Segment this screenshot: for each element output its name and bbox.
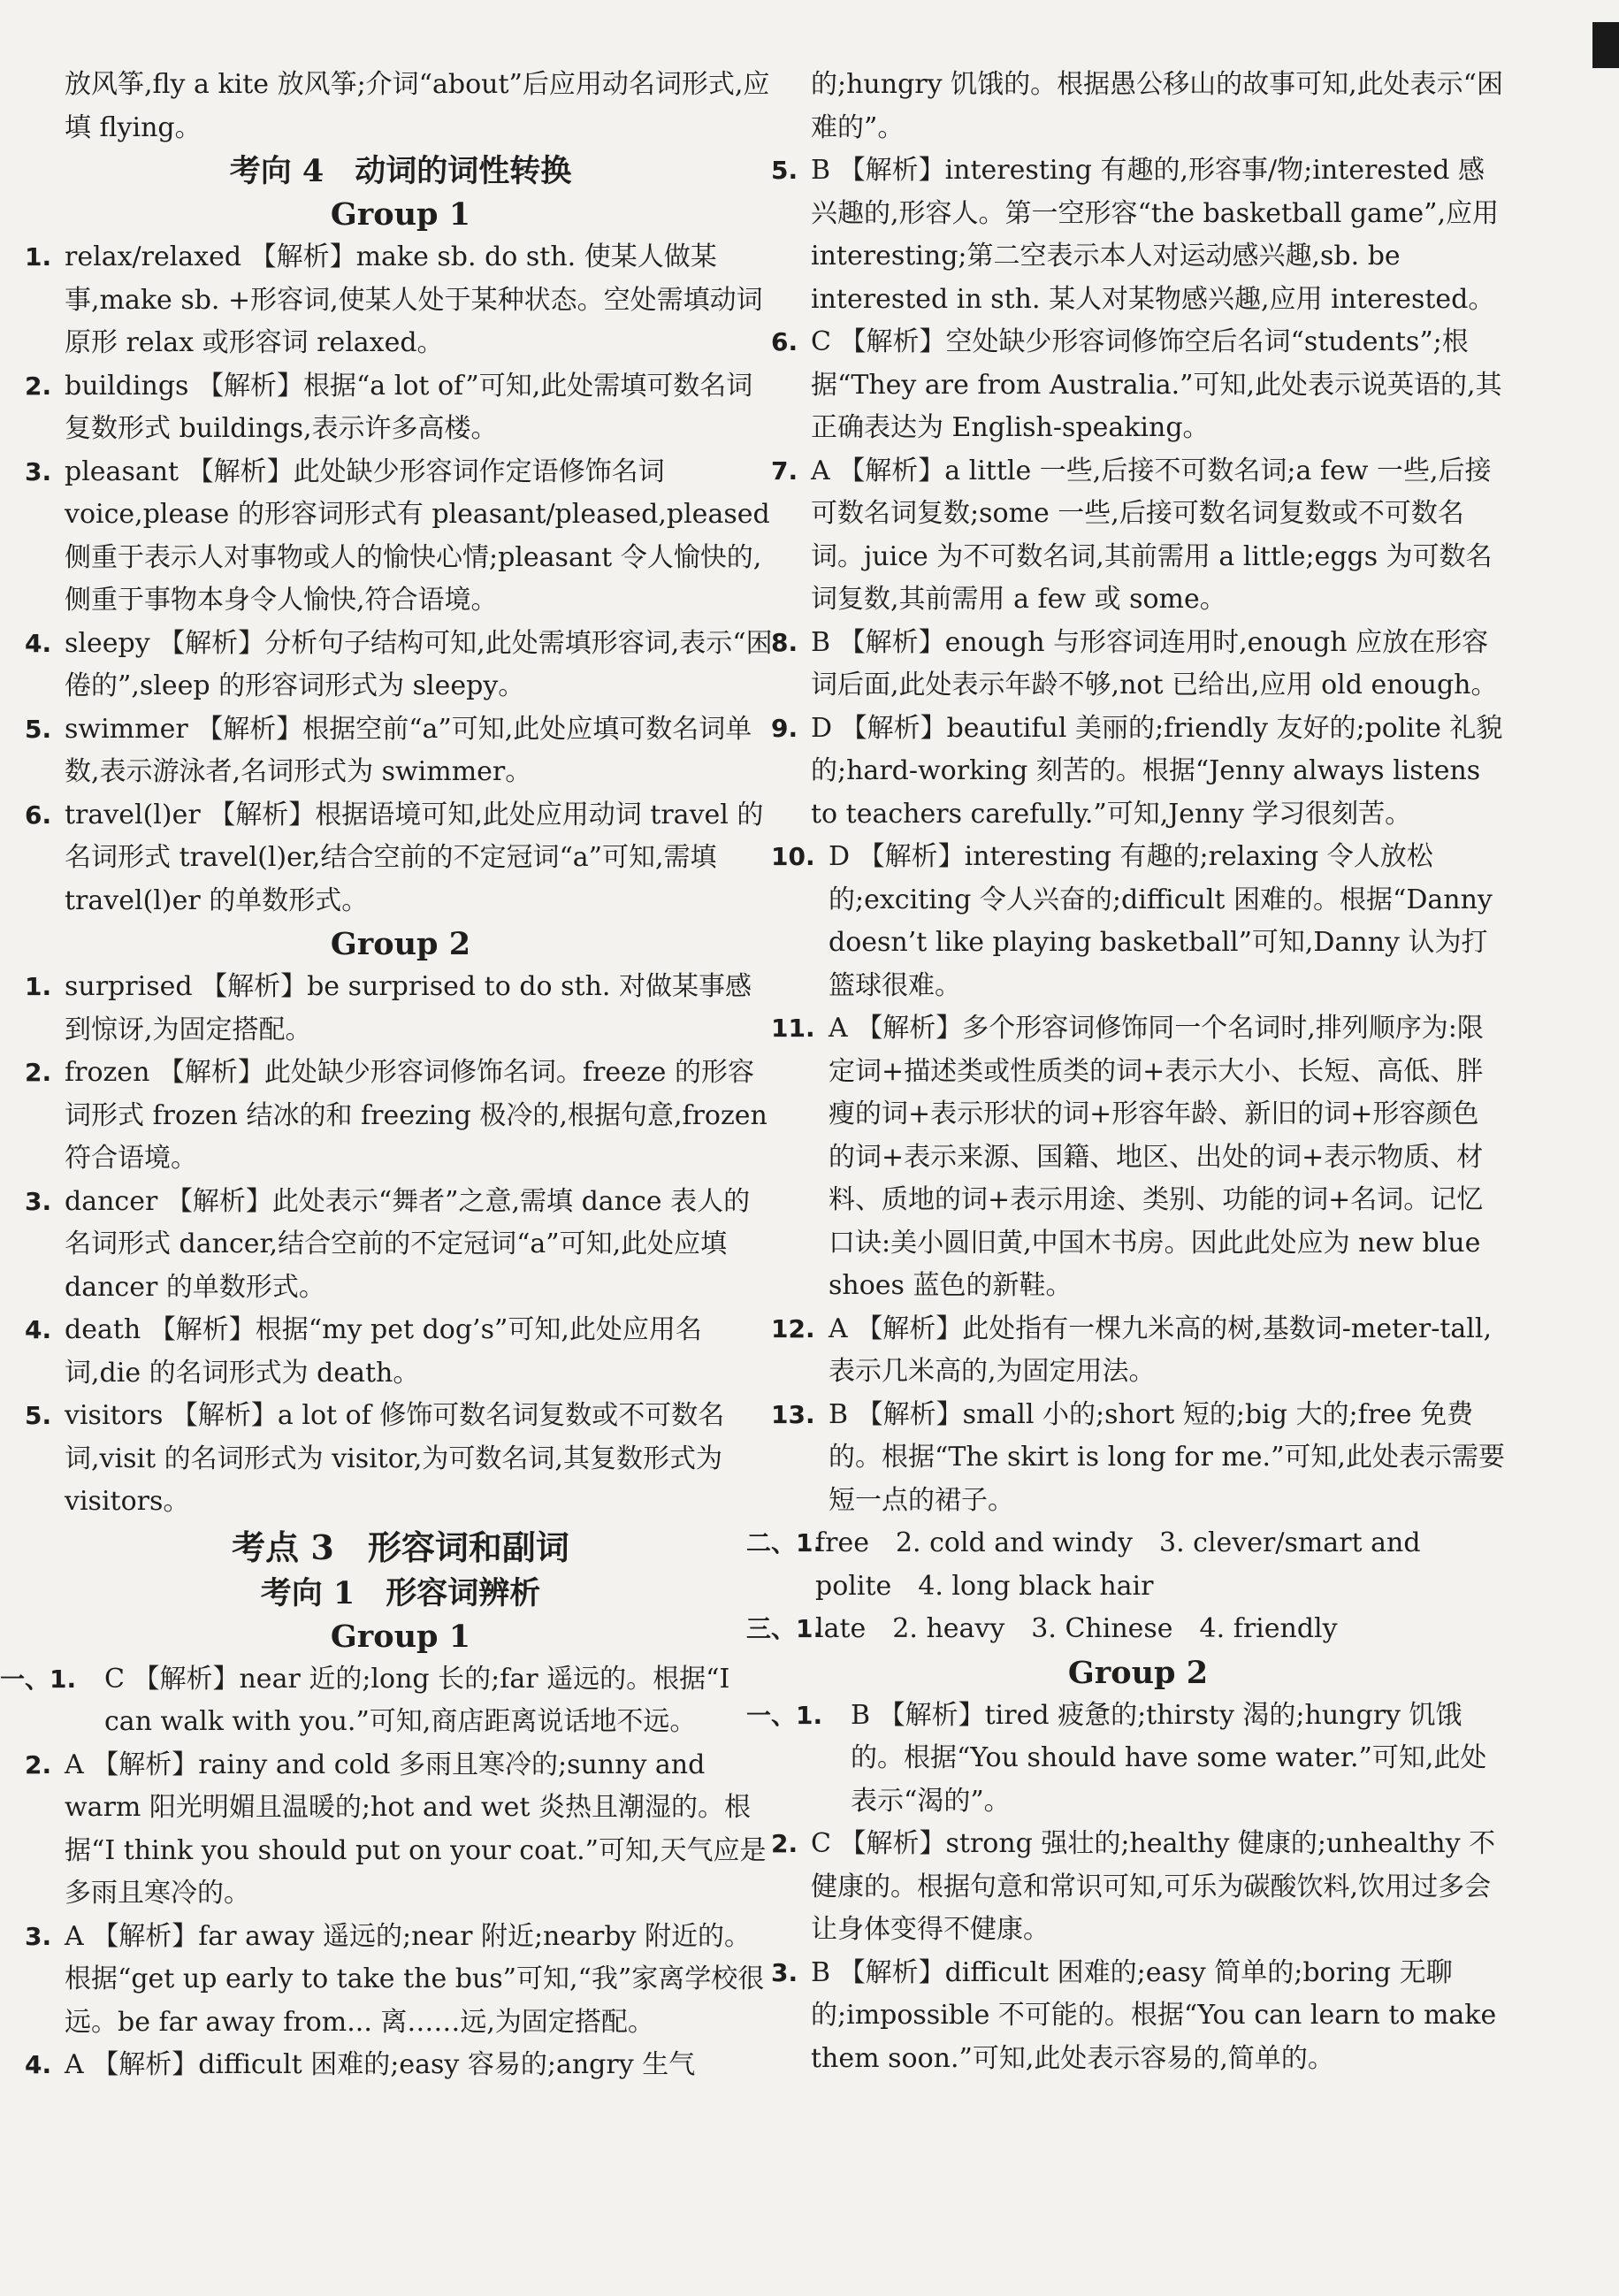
answer-item: 11. A 【解析】多个形容词修饰同一个名词时,排列顺序为:限定词+描述类或性质类的词+表示大小、长短、高低、胖瘦的词+表示形状的词+形容年龄、新旧的词+形容颜色的词+表示来源、国籍、地区、出处的词+表示物质、材料、质地的词+表示用途、类别、功能的词+名词。记忆口诀:美小圆旧黄,中国木书房。因此此处应为 new blue shoes 蓝色的新鞋。 bbox=[771, 1013, 1484, 1301]
answer-item: 6. travel(l)er 【解析】根据语境可知,此处应用动词 travel 的名词形式 travel(l)er,结合空前的不定冠词“a”可知,需填 travel(l)er 的单数形式。 bbox=[25, 799, 764, 916]
answer-item: 3. B 【解析】difficult 困难的;easy 简单的;boring 无聊的;impossible 不可能的。根据“You can learn to make them soon.”可知,此处表示容易的,简单的。 bbox=[771, 1956, 1497, 2074]
answer-item: 8. B 【解析】enough 与形容词连用时,enough 应放在形容词后面,此处表示年龄不够,not 已给出,应用 old enough。 bbox=[771, 626, 1498, 700]
answer-item: 7. A 【解析】a little 一些,后接不可数名词;a few 一些,后接可数名词复数;some 一些,后接可数名词复数或不可数名词。juice 为不可数名词,其前需用 a little;eggs 为可数名词复数,其前需用 a few 或 some。 bbox=[771, 455, 1493, 615]
direction-4-heading: 考向 4 动词的词性转换 bbox=[229, 153, 572, 189]
answer-item: 5. swimmer 【解析】根据空前“a”可知,此处应填可数名词单数,表示游泳者,名词形式为 swimmer。 bbox=[25, 713, 752, 787]
answer-item: 2. A 【解析】rainy and cold 多雨且寒冷的;sunny and warm 阳光明媚且温暖的;hot and wet 炎热且潮湿的。根据“I think you should put on your coat.”可知,天气应是多雨且寒冷的。 bbox=[25, 1749, 767, 1909]
answer-item: 9. D 【解析】beautiful 美丽的;friendly 友好的;polite 礼貌的;hard-working 刻苦的。根据“Jenny always listens to teachers carefully.”可知,Jenny 学习很刻苦。 bbox=[771, 712, 1503, 830]
answer-item: 3. pleasant 【解析】此处缺少形容词作定语修饰名词 voice,please 的形容词形式有 pleasant/pleased,pleased 侧重于表示人对事物或人的愉快心情;pleasant 令人愉快的,侧重于事物本身令人愉快,符合语境。 bbox=[25, 455, 770, 616]
answer-item: 1. surprised 【解析】be surprised to do sth. 对做某事感到惊讶,为固定搭配。 bbox=[25, 971, 752, 1045]
group-1-heading: Group 1 bbox=[330, 196, 471, 233]
group-2-heading: Group 2 bbox=[330, 926, 471, 962]
answer-item: 12. A 【解析】此处指有一棵九米高的树,基数词-meter-tall,表示几米高的,为固定用法。 bbox=[771, 1313, 1493, 1387]
right-column bbox=[746, 64, 1505, 2080]
intro-paragraph: 放风筝,fly a kite 放风筝;介词“about”后应用动名词形式,应填 flying。 bbox=[65, 69, 770, 143]
answer-item: 1. relax/relaxed 【解析】make sb. do sth. 使某人做某事,make sb. +形容词,使某人处于某种状态。空处需填动词原形 relax 或形容词 relaxed。 bbox=[25, 241, 763, 358]
answer-item: 3. A 【解析】far away 遥远的;near 附近;nearby 附近的。根据“get up early to take the bus”可知,“我”家离学校很远。be far away from... 离……远,为固定搭配。 bbox=[25, 1920, 765, 2038]
answer-item: 5. visitors 【解析】a lot of 修饰可数名词复数或不可数名词,visit 的名词形式为 visitor,为可数名词,其复数形式为 visitors。 bbox=[25, 1400, 725, 1517]
answer-item: 10. D 【解析】interesting 有趣的;relaxing 令人放松的;exciting 令人兴奋的;difficult 困难的。根据“Danny doesn’t like playing basketball”可知,Danny 认为打篮球很难。 bbox=[771, 841, 1493, 1001]
group-2b-heading: Group 2 bbox=[1067, 1654, 1209, 1691]
page-edge-marker bbox=[1592, 22, 1619, 68]
answer-item: 2. C 【解析】strong 强壮的;healthy 健康的;unhealthy 不健康的。根据句意和常识可知,可乐为碳酸饮料,饮用过多会让身体变得不健康。 bbox=[771, 1828, 1496, 1945]
answer-item: 5. B 【解析】interesting 有趣的,形容事/物;interested 感兴趣的,形容人。第一空形容“the basketball game”,应用 interesting;第二空表示本人对运动感兴趣,sb. be interested in sth. 某人对某物感兴趣,应用 interested。 bbox=[771, 155, 1499, 315]
answer-item: 4. sleepy 【解析】分析句子结构可知,此处需填形容词,表示“困倦的”,sleep 的形容词形式为 sleepy。 bbox=[25, 627, 773, 701]
answer-item: 2. buildings 【解析】根据“a lot of”可知,此处需填可数名词复数形式 buildings,表示许多高楼。 bbox=[25, 370, 753, 444]
left-column bbox=[0, 64, 776, 2087]
answer-item: 4. death 【解析】根据“my pet dog’s”可知,此处应用名词,die 的名词形式为 death。 bbox=[25, 1314, 702, 1389]
answer-item: 2. frozen 【解析】此处缺少形容词修饰名词。freeze 的形容词形式 frozen 结冰的和 freezing 极冷的,根据句意,frozen 符合语境。 bbox=[25, 1057, 767, 1174]
section-er-answers: 二、1. free 2. cold and windy 3. clever/smart and polite 4. long black hair bbox=[746, 1527, 1421, 1602]
direction-1-heading: 考向 1 形容词辨析 bbox=[260, 1574, 541, 1611]
answer-item: 4. A 【解析】difficult 困难的;easy 容易的;angry 生气 bbox=[25, 2049, 696, 2080]
answer-item: 3. dancer 【解析】此处表示“舞者”之意,需填 dance 表人的名词形式 dancer,结合空前的不定冠词“a”可知,此处应填 dancer 的单数形式。 bbox=[25, 1185, 751, 1303]
section-san-answers: 三、1. late 2. heavy 3. Chinese 4. friendly bbox=[746, 1613, 1338, 1644]
answer-item: 13. B 【解析】small 小的;short 短的;big 大的;free 免费的。根据“The skirt is long for me.”可知,此处表示需要短一点的裙子。 bbox=[771, 1398, 1505, 1516]
group-1b-heading: Group 1 bbox=[330, 1618, 471, 1655]
continuation-paragraph: 的;hungry 饥饿的。根据愚公移山的故事可知,此处表示“困难的”。 bbox=[811, 69, 1503, 143]
answer-item: 一、1. B 【解析】tired 疲惫的;thirsty 渴的;hungry 饥饿的。根据“You should have some water.”可知,此处表示“渴的”。 bbox=[746, 1699, 1487, 1817]
point-3-heading: 考点 3 形容词和副词 bbox=[232, 1527, 569, 1567]
answer-item: 6. C 【解析】空处缺少形容词修饰空后名词“students”;根据“They are from Australia.”可知,此处表示说英语的,其正确表达为 English-speaking。 bbox=[771, 326, 1502, 443]
answer-item: 一、1. C 【解析】near 近的;long 长的;far 遥远的。根据“I can walk with you.”可知,商店距离说话地不远。 bbox=[0, 1663, 730, 1737]
